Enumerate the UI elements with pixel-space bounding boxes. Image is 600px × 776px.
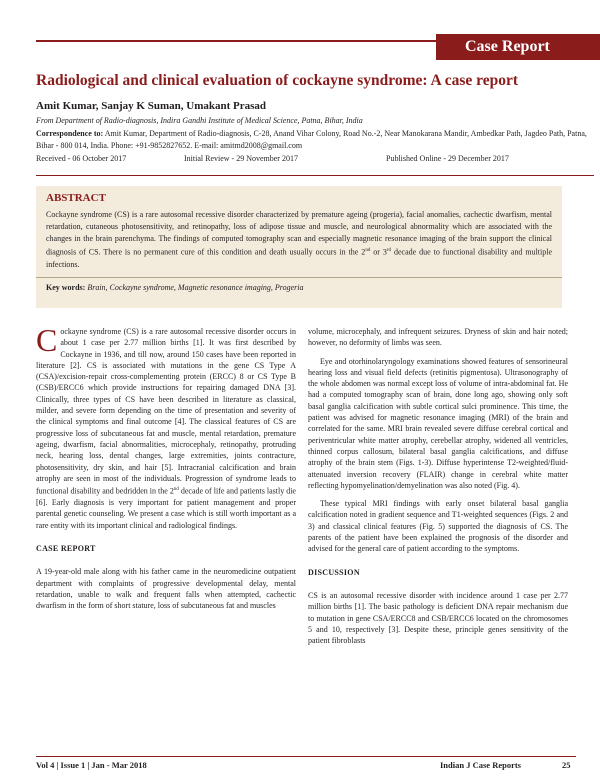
article-type-banner bbox=[436, 34, 600, 60]
authors: Amit Kumar, Sanjay K Suman, Umakant Prasad bbox=[36, 100, 267, 112]
abstract-divider bbox=[36, 277, 562, 278]
correspondence-text: Amit Kumar, Department of Radio-diagnosis, C-28, Anand Vihar Colony, Road No.-2, Near Manokarana Mandir, Ambedkar Path, Jagdeo Path, Patna, Bihar - 800 014, India. Phone: +91-9852827652. E-mail: amitmd2008@gmail.com bbox=[36, 129, 587, 150]
right-paragraph-1: volume, microcephaly, and infrequent seizures. Dryness of skin and hair noted; however, no deformity of limbs was seen. bbox=[308, 327, 568, 348]
footer-page-number: 25 bbox=[562, 760, 571, 770]
right-column bbox=[308, 326, 568, 646]
review-date: Initial Review - 29 November 2017 bbox=[184, 154, 298, 163]
keywords-label: Key words: bbox=[46, 282, 86, 292]
drop-cap: C bbox=[36, 322, 58, 358]
keywords-text: Brain, Cockayne syndrome, Magnetic resonance imaging, Progeria bbox=[87, 282, 304, 292]
abstract-text-a: Cockayne syndrome (CS) is a rare autosomal recessive disorder characterized by premature ageing (progeria), facial anomalies, cachectic dwarfism, mental retardation, cutaneous photosensitivity, and retinopathy, loss of adipose tissue and muscle, and neurological abnormality which are associated with the changes in the brain parenchyma. The findings of computed tomography scan and especially magnetic resonance imaging of the brain support the clinical diagnosis of CS. There is no permanent cure of this condition and death usually occurs in the 2 bbox=[46, 210, 552, 257]
left-column bbox=[36, 322, 296, 611]
abstract-sup-rd: rd bbox=[386, 248, 392, 253]
article-title: Radiological and clinical evaluation of cockayne syndrome: A case report bbox=[36, 72, 519, 89]
abstract-sup-nd: nd bbox=[365, 248, 371, 253]
abstract-text-b: or 3 bbox=[370, 247, 387, 257]
abstract-heading: ABSTRACT bbox=[46, 192, 106, 204]
footer-issue: Vol 4 | Issue 1 | Jan - Mar 2018 bbox=[36, 760, 147, 770]
footer-journal: Indian J Case Reports bbox=[440, 760, 521, 770]
discussion-heading: DISCUSSION bbox=[308, 567, 360, 577]
intro-paragraph bbox=[36, 322, 296, 531]
keywords bbox=[46, 283, 552, 292]
case-paragraph: A 19-year-old male along with his father came in the neuromedicine outpatient department with complaints of progressive developmental delay, mental retardation, unable to walk and frequent falls when attempted, cachectic dwarfism in the form of short stature, loss of subcutaneous fat and muscles bbox=[36, 567, 296, 611]
intro-sup: nd bbox=[173, 487, 179, 493]
abstract-text bbox=[46, 209, 552, 271]
affiliation: From Department of Radio-diagnosis, Indira Gandhi Institute of Medical Science, Patna, Bihar, India bbox=[36, 116, 363, 125]
dates-divider bbox=[36, 175, 594, 176]
intro-text-b: decade of life and patients lastly die [6]. Early diagnosis is very important for patient management and proper parental genetic counseling. We present a case which is still worth important as a rare entity with its important clinical and radiological findings. bbox=[36, 486, 296, 530]
abstract-box bbox=[36, 186, 562, 308]
article-type-label: Case Report bbox=[465, 38, 550, 55]
discussion-paragraph: CS is an autosomal recessive disorder with incidence around 1 case per 2.77 million births [1]. The basic pathology is deficient DNA repair mechanism due to mutation in gene CSA/ERCC8 and CSB/ERCC6 located on the chromosomes 5 and 10, respectively [3]. Despite these, principle genes sensitivity of the patient fibroblasts bbox=[308, 590, 568, 646]
received-date: Received - 06 October 2017 bbox=[36, 154, 127, 163]
intro-text-a: ockayne syndrome (CS) is a rare autosomal recessive disorder occurs in about 1 case per 2.77 million births [1]. It was first described by Cockayne in 1936, and till now, around 150 cases have been reported in literature [2]. CS is associated with mutations in the gene CS Type A (CSA)/excision-repair cross-complementing protein (ERCC) 8 or CS Type B (CSB)/ERCC6 which provide instructions for repairing damaged DNA [3]. Clinically, three types of CS have been described in literature as classical, milder, and severe form depending on the time of presentation and severity of the clinical symptoms and final outcome [4]. The classical features of CS are progressive loss of subcutaneous fat and muscle, mental retardation, premature ageing, dwarfism, facial abnormalities, microcephaly, retinopathy, protruding neck, hearing loss, dental changes, large extremities, joints contracture, photosensitivity, dry skin, and hair [5]. Intracranial calcification and brain atrophy are seen in most of the individuals. Progression of syndrome leads to functional disability and bedridden in the 2 bbox=[36, 327, 296, 496]
correspondence-label: Correspondence to: bbox=[36, 129, 104, 138]
abstract-text-c: decade due to functional disability and multiple infections. bbox=[46, 247, 553, 269]
correspondence bbox=[36, 128, 592, 152]
online-date: Published Online - 29 December 2017 bbox=[386, 154, 509, 163]
case-report-heading: CASE REPORT bbox=[36, 544, 96, 553]
footer-rule bbox=[36, 756, 576, 757]
right-paragraph-2: Eye and otorhinolaryngology examinations showed features of sensorineural hearing loss and visual field defects (retinitis pigmentosa). Ultrasonography of the whole abdomen was normal except loss of volume of intra-abdominal fat. He had a computed tomography scan of brain, done long ago, showing only soft basal ganglia calcification with subtle cortical sulci prominence. This time, the patient was advised for magnetic resonance imaging (MRI) of the brain and correlated for the same. MRI brain revealed severe diffuse cerebral cortical and periventricular white matter atrophy, cerebellar atrophy, widened all ventricles, thinned corpus callosum, bilateral basal ganglia calcifications, and diffuse atrophy of the brain stem (Figs. 1-3). Diffuse hyperintense T2-weighted/fluid-attenuated inversion recovery (FLAIR) change in cerebral white matter reflecting hypomyelination/demyelination was also noted (Fig. 4). bbox=[308, 356, 568, 490]
right-paragraph-3: These typical MRI findings with early onset bilateral basal ganglia calcification noted in gradient sequence and T1-weighted sequences (Figs. 2 and 3) and classical clinical features (Fig. 5) supported the diagnosis of CS. The parents of the patient have been explained the prognosis of the disorder and advised for the general care of patient according to the symptoms. bbox=[308, 499, 568, 554]
header-rule bbox=[36, 40, 436, 42]
